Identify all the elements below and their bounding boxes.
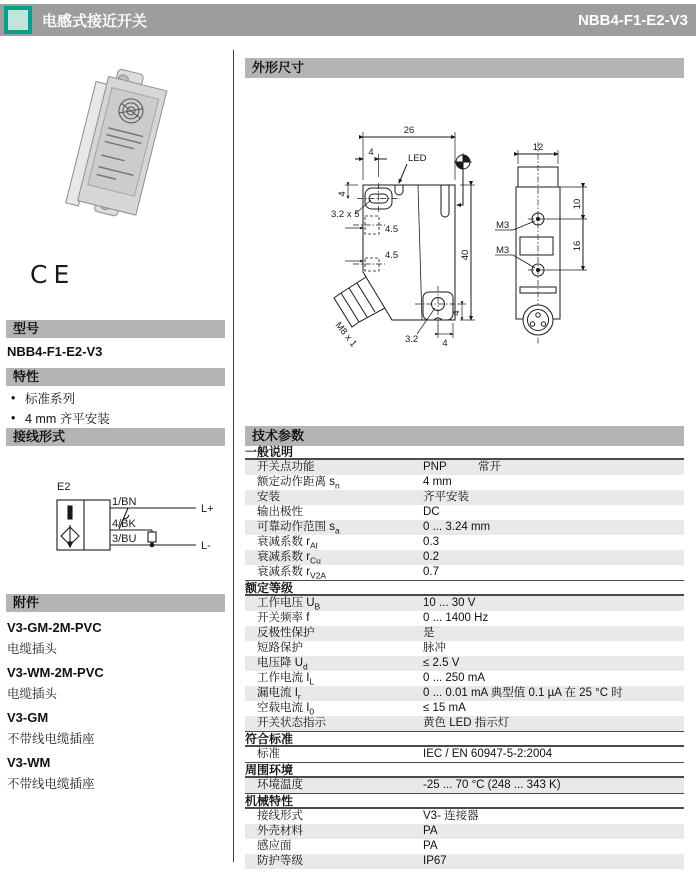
bullet-icon: • (11, 391, 16, 405)
spec-value-text: 0 ... 1400 Hz (423, 612, 489, 624)
tech-section (245, 731, 684, 762)
feature-item (9, 408, 110, 428)
spec-value-text: ≤ 2.5 V (423, 657, 460, 669)
spec-value-text: 10 ... 30 V (423, 597, 476, 609)
wire-pin-1: 1/BN (112, 496, 137, 508)
accessory-description: 不带线电缆插座 (7, 732, 95, 746)
spec-value-text: 黄色 LED 指示灯 (423, 717, 510, 729)
spec-label-subscript: L (309, 676, 315, 687)
spec-value-text: 0.2 (423, 551, 439, 563)
spec-value-text: PNP (423, 461, 447, 473)
spec-label-subscript: d (303, 661, 308, 672)
spec-value (423, 716, 684, 731)
spec-value (423, 460, 684, 475)
spec-value-text: IP67 (423, 855, 447, 867)
spec-row (245, 505, 684, 520)
dim-hole-off-y: 4 (451, 310, 462, 316)
dim-hole-dia: 3.2 (405, 334, 419, 345)
spec-value (423, 475, 684, 490)
spec-value-text: PA (423, 825, 438, 837)
spec-value (423, 550, 684, 565)
tech-section (245, 793, 684, 869)
spec-label: 漏电流 $I_r$ (257, 687, 301, 702)
spec-value (423, 747, 684, 762)
spec-row (245, 701, 684, 716)
spec-value-text: 齐平安装 (423, 491, 469, 503)
led-label: LED (408, 153, 427, 164)
spec-row (245, 626, 684, 641)
spec-row (245, 460, 684, 475)
spec-value-text: DC (423, 506, 440, 518)
spec-value-text: IEC / EN 60947-5-2:2004 (423, 748, 553, 760)
spec-label: 环境温度 (257, 779, 303, 791)
page-title: 电感式接近开关 (42, 12, 148, 30)
spec-value-text: 0.7 (423, 566, 439, 578)
product-family-icon (4, 6, 32, 34)
feature-text: 标准系列 (25, 392, 76, 406)
section-bar-dimensions: 外形尺寸 (245, 58, 684, 78)
spec-label: 标准 (257, 748, 280, 760)
feature-text: 4 mm 齐平安装 (25, 412, 110, 426)
spec-value-text: 0 ... 3.24 mm (423, 521, 491, 533)
spec-label: 衰减系数 $r_{V2A}$ (257, 566, 327, 581)
spec-label: 外壳材料 (257, 825, 303, 837)
spec-value (423, 505, 684, 520)
section-bar-features: 特性 (6, 368, 225, 386)
spec-row (245, 641, 684, 656)
spec-label-subscript: Cu (310, 555, 321, 566)
spec-value (423, 778, 684, 793)
spec-label: 工作电流 $I_L$ (257, 672, 315, 687)
spec-value (423, 611, 684, 626)
dimension-drawing (245, 82, 684, 422)
terminal-lplus: L+ (201, 503, 214, 515)
spec-label-subscript: a (334, 525, 340, 536)
spec-value-text: 0 ... 0.01 mA 典型值 0.1 µA 在 25 °C 时 (423, 687, 623, 699)
spec-value (423, 686, 684, 701)
spec-row (245, 778, 684, 793)
spec-label: 衰减系数 $r_{Al}$ (257, 536, 318, 551)
terminal-lminus: L- (201, 540, 211, 552)
spec-label-subscript: r (297, 691, 301, 702)
wiring-diagram (0, 450, 232, 585)
accessory-description: 不带线电缆插座 (7, 777, 95, 791)
spec-value (423, 839, 684, 854)
spec-row (245, 490, 684, 505)
spec-row (245, 520, 684, 535)
tech-section-header: 符合标准 (245, 731, 684, 747)
spec-row (245, 839, 684, 854)
spec-value-text: 0.3 (423, 536, 439, 548)
spec-label: 感应面 (257, 840, 292, 852)
spec-value (423, 520, 684, 535)
tech-section-header: 额定等级 (245, 580, 684, 596)
spec-value (423, 596, 684, 611)
spec-value-text: 0 ... 250 mA (423, 672, 486, 684)
column-divider (233, 50, 234, 862)
spec-value (423, 565, 684, 580)
spec-value (423, 641, 684, 656)
tech-section-header: 一般说明 (245, 446, 684, 460)
accessory-description: 电缆插头 (7, 687, 58, 701)
spec-label-subscript: 0 (309, 706, 315, 717)
accessory-description: 电缆插头 (7, 642, 58, 656)
wire-pin-4: 4/BK (112, 518, 136, 530)
dim-depth-top: 10 (572, 198, 583, 210)
feature-list (9, 388, 110, 428)
dim-slot: 3.2 x 5 (331, 209, 360, 220)
spec-label: 可靠动作范围 $s_a$ (257, 521, 340, 536)
accessory-list (7, 620, 104, 800)
page-header (0, 4, 696, 36)
spec-value-text: PA (423, 840, 438, 852)
section-bar-accessories: 附件 (6, 594, 225, 612)
spec-value (423, 656, 684, 671)
spec-label: 额定动作距离 $s_n$ (257, 476, 340, 491)
spec-label: 开关点功能 (257, 461, 315, 473)
thread-label-b: M3 (496, 245, 510, 256)
feature-item (9, 388, 110, 408)
spec-value-text-2: 常开 (478, 461, 501, 473)
spec-value-text: V3- 连接器 (423, 810, 479, 822)
spec-value (423, 854, 684, 869)
spec-label: 衰减系数 $r_{Cu}$ (257, 551, 321, 566)
spec-row (245, 475, 684, 490)
spec-row (245, 535, 684, 550)
dim-depth-mid: 16 (572, 240, 583, 252)
spec-label: 安装 (257, 491, 280, 503)
spec-label-subscript: Al (310, 540, 318, 551)
wiring-variant-label: E2 (57, 481, 71, 493)
product-photo (52, 60, 192, 240)
accessory-model: V3-WM-2M-PVC (7, 665, 104, 680)
section-bar-tech: 技术参数 (245, 426, 684, 446)
section-bar-model: 型号 (6, 320, 225, 338)
thread-label-a: M3 (496, 220, 510, 231)
spec-value (423, 490, 684, 505)
dim-offset-top: 4 (368, 147, 374, 158)
ce-mark: CE (30, 260, 76, 289)
spec-row (245, 854, 684, 869)
dim-hole-off-x: 4 (442, 338, 448, 349)
spec-value-text: 4 mm (423, 476, 452, 488)
spec-label: 接线形式 (257, 810, 303, 822)
spec-label-subscript: V2A (310, 570, 327, 581)
spec-label-subscript: n (334, 480, 340, 491)
spec-label: 输出极性 (257, 506, 303, 518)
accessory-model: V3-GM (7, 710, 49, 725)
wire-pin-3: 3/BU (112, 533, 137, 545)
tech-section (245, 446, 684, 580)
accessory-model: V3-WM (7, 755, 51, 770)
spec-row (245, 565, 684, 580)
dim-pitch-b: 4.5 (385, 250, 399, 261)
spec-label: 防护等级 (257, 855, 303, 867)
spec-value (423, 671, 684, 686)
accessory-model: V3-GM-2M-PVC (7, 620, 102, 635)
dim-side-width: 12 (532, 142, 544, 153)
tech-section (245, 580, 684, 731)
spec-row (245, 716, 684, 731)
spec-row (245, 596, 684, 611)
spec-row (245, 809, 684, 824)
spec-value-text: ≤ 15 mA (423, 702, 466, 714)
dim-front-width: 26 (403, 125, 415, 136)
tech-section (245, 762, 684, 793)
spec-value-text: 脉冲 (423, 642, 446, 654)
spec-row (245, 747, 684, 762)
tech-table (245, 446, 684, 869)
spec-row (245, 671, 684, 686)
tech-section-header: 周围环境 (245, 762, 684, 778)
spec-label: 短路保护 (257, 642, 303, 654)
spec-label: 工作电压 $U_B$ (257, 597, 321, 612)
spec-label: 开关状态指示 (257, 717, 326, 729)
spec-value (423, 824, 684, 839)
section-bar-connection: 接线形式 (6, 428, 225, 446)
spec-row (245, 611, 684, 626)
spec-label: 反极性保护 (257, 627, 315, 639)
connector-thread-label: M8 x 1 (332, 320, 359, 350)
spec-value-text: -25 ... 70 °C (248 ... 343 K) (423, 779, 561, 791)
spec-label-subscript: B (314, 601, 321, 612)
dim-lug-height: 4 (337, 191, 348, 197)
spec-label: 开关频率 f (257, 612, 310, 624)
spec-label: 电压降 $U_d$ (257, 657, 308, 672)
spec-row (245, 656, 684, 671)
tech-section-header: 机械特性 (245, 793, 684, 809)
dim-height: 40 (460, 249, 471, 261)
model-number: NBB4-F1-E2-V3 (7, 344, 103, 359)
header-model-number: NBB4-F1-E2-V3 (577, 11, 688, 29)
bullet-icon: • (11, 411, 16, 425)
spec-row (245, 550, 684, 565)
spec-label: 空载电流 $I_0$ (257, 702, 315, 717)
spec-value (423, 535, 684, 550)
dim-pitch-a: 4.5 (385, 224, 399, 235)
spec-row (245, 824, 684, 839)
spec-value (423, 701, 684, 716)
spec-value (423, 809, 684, 824)
spec-value (423, 626, 684, 641)
spec-value-text: 是 (423, 627, 435, 639)
spec-row (245, 686, 684, 701)
